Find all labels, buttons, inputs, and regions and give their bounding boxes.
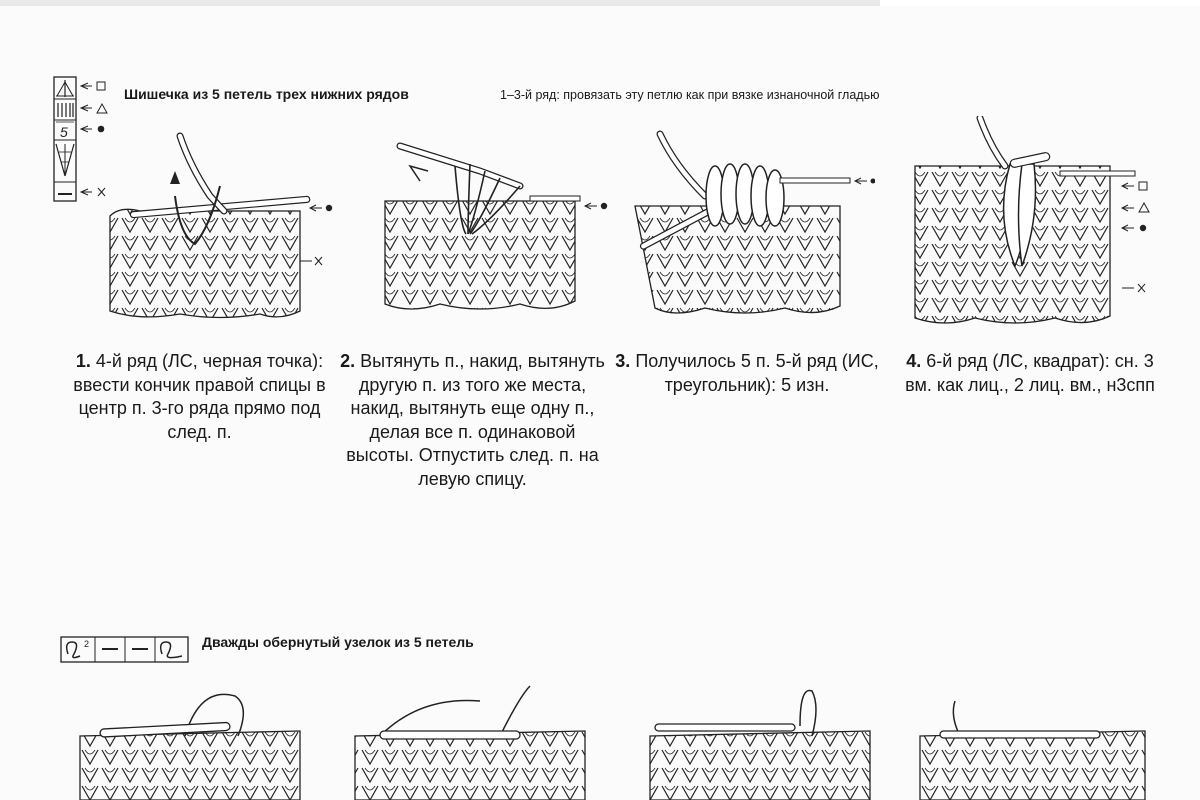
step2-number: 2. xyxy=(340,351,356,371)
step2-caption xyxy=(340,350,605,491)
page xyxy=(0,6,1200,800)
step1-text: 4-й ряд (ЛС, черная точка): ввести кончик правой спицы в центр п. 3-го ряда прямо под след. п. xyxy=(73,351,326,442)
step2-illustration xyxy=(380,126,620,326)
section2-illustrations xyxy=(60,676,1200,800)
step2-text: Вытянуть п., накид, вытянуть другую п. из того же места, накид, вытянуть еще одну п., делая все п. одинаковой высоты. Отпустить след. п. на левую спицу. xyxy=(346,351,605,489)
step3-number: 3. xyxy=(615,351,631,371)
chart-number: 5 xyxy=(60,124,68,140)
section1-subtitle: 1–3-й ряд: провязать эту петлю как при вязке изнаночной гладью xyxy=(500,88,880,102)
step4-caption xyxy=(900,350,1160,397)
section2-title: Дважды обернутый узелок из 5 петель xyxy=(202,634,474,650)
step3-illustration xyxy=(615,126,875,326)
section1-title: Шишечка из 5 петель трех нижних рядов xyxy=(124,86,409,102)
wrapped-cluster-symbol xyxy=(60,636,190,664)
step1-illustration xyxy=(100,126,340,326)
step4-illustration xyxy=(910,116,1160,326)
step4-number: 4. xyxy=(906,351,922,371)
step1-number: 1. xyxy=(75,351,91,371)
symbol-superscript: 2 xyxy=(84,639,90,649)
step4-text: 6-й ряд (ЛС, квадрат): сн. 3 вм. как лиц., 2 лиц. вм., н3спп xyxy=(905,351,1155,395)
step3-text: Получилось 5 п. 5-й ряд (ИС, треугольник): 5 изн. xyxy=(635,351,879,395)
step3-caption xyxy=(612,350,882,397)
step1-caption xyxy=(72,350,327,444)
